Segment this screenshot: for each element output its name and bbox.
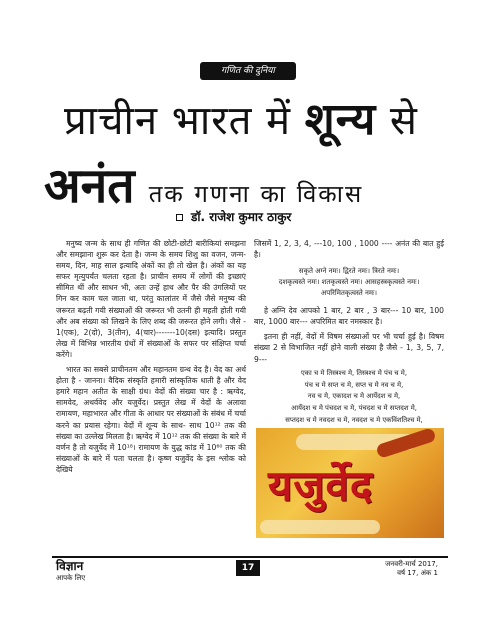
scroll-decoration (260, 520, 380, 534)
issue-info (385, 560, 438, 578)
bullet-square-icon (176, 214, 183, 221)
sanskrit-verse (254, 266, 444, 299)
paragraph: मनुष्य जन्म के साथ ही गणित की छोटी-छोटी बारीकियां समझना और समझाना शुरू कर देता है। जन्म के समय शिशु का वजन, जन्म-समय, दिन, माह साल इत्यादि अंकों का ही तो खेल है। अंकों का यह सफर मृत्युपर्यंत चलता रहता है। प्राचीन समय में लोगों की इच्छाएं सीमित थीं और साधन भी, अतः उन्हें हाथ और पैर की उंगलियों पर गिन कर काम चल जाता था, परंतु कालांतर में जैसे जैसे मनुष्य की जरूरत बढ़ती गयी संख्याओं की जरूरत भी उतनी ही महती होती गयी और अब संख्या को लिखने के लिए शब्द की जरूरत होने लगी। जैसे - 1(एक), 2(दो), 3(तीन), 4(चार)-------10(दस) इत्यादि। प्रस्तुत लेख में विभिन्न भारतीय ग्रंथों में संख्याओं के सफर पर संक्षिप्त चर्चा करेंगे। (56, 239, 246, 359)
verse-line: अपरिमितकृत्वस्ते नमः। (320, 289, 378, 298)
verse-line: दशकृत्वस्ते नमः। शतकृत्वस्ते नमः। आसहस्त्रकृत्वस्ते नमः। (278, 278, 420, 287)
verse-line: पंच च मे सप्त च मे, सप्त च मे नव च मे, (304, 380, 404, 389)
verse-line: आर्येदश च मे पंचदश च मे, पंचदश च मे सप्तदश मे, (291, 404, 417, 413)
page-number: 17 (236, 560, 260, 576)
verse-line: सप्तदश च मे नवदश च मे, नवदश च मे एकविंशतिश्च मे, (285, 415, 423, 424)
title-word-anant: अनंत (44, 158, 135, 214)
magazine-brand: विज्ञान (56, 559, 84, 573)
verse-line: नव च मे, एकादश च मे आर्येदश च मे, (307, 392, 401, 401)
issue-volume: वर्ष 17, अंक 1 (397, 569, 438, 577)
left-column (56, 238, 246, 479)
verse-line: सकृते अग्ने नमः। द्विरते नमः। त्रिरते नमः। (298, 267, 400, 276)
title-part-b: शून्य (304, 94, 377, 145)
issue-date: जनवरी-मार्च 2017, (385, 560, 438, 568)
verse-line: एका च मे तिस्त्रश्च मे, तिस्त्रश्च मे पंच च मे, (300, 369, 408, 377)
title-part-a: प्राचीन भारत में (64, 98, 305, 144)
quill-feather-icon (375, 428, 436, 459)
illustration-title: यजुर्वेद (268, 461, 374, 510)
paragraph: जिसमें 1, 2, 3, 4, ---10, 100 , 1000 ---- अनंत की बात हुई है। (254, 239, 444, 260)
section-tag: गणित की दुनिया (200, 62, 296, 80)
paragraph: हे अग्नि देव आपको 1 बार, 2 बार , 3 बार--- 10 बार, 100 बार, 1000 बार--- अपरिमित बार नमस्कार है। (254, 306, 444, 327)
magazine-subtitle: आपके लिए (56, 574, 86, 582)
article-title-line1 (64, 92, 444, 149)
yajurveda-illustration (256, 428, 444, 538)
paragraph: भारत का सबसे प्राचीनतम और महानतम ग्रन्थ वेद है। वेद का अर्थ होता है - जानना। वैदिक संस्कृति हमारी सांस्कृतिक धाती है और वेद हमारे महान अतीत के साक्षी ग्रंथ। वेदों की संख्या चार है : ऋग्वेद, सामवेद, अथर्ववेद और यजुर्वेद। प्रस्तुत लेख में वेदों के अलावा रामायण, महाभारत और गीता के आधार पर संख्याओं के संबंध में चर्चा करने का प्रयास रहेगा। वेदों में शून्य के साथ- साथ 10¹² तक की संख्या का उल्लेख मिलता है। ऋग्वेद में 10¹² तक की संख्या के बारे में वर्णन है तो यजुर्वेद में 10¹⁸। रामायण के युद्ध कांड में 10⁶⁰ तक की संख्याओं के बारे में पता चलता है। कृष्ण यजुर्वेद के इस श्लोक को देखिये (56, 365, 246, 474)
author-byline (176, 208, 291, 225)
title-part-c: से (376, 98, 418, 144)
author-name: डॉ. राजेश कुमार ठाकुर (191, 210, 292, 224)
footer-divider (52, 556, 448, 558)
title-rest: तक गणना का विकास (148, 180, 364, 208)
paragraph: इतना ही नहीं, वेदों में विषम संख्याओं पर भी चर्चा हुई है। विषम संख्या 2 से विभाजित नहीं होने वाली संख्या है जैसे - 1, 3, 5, 7, 9--- (254, 332, 444, 364)
right-column (254, 238, 444, 369)
